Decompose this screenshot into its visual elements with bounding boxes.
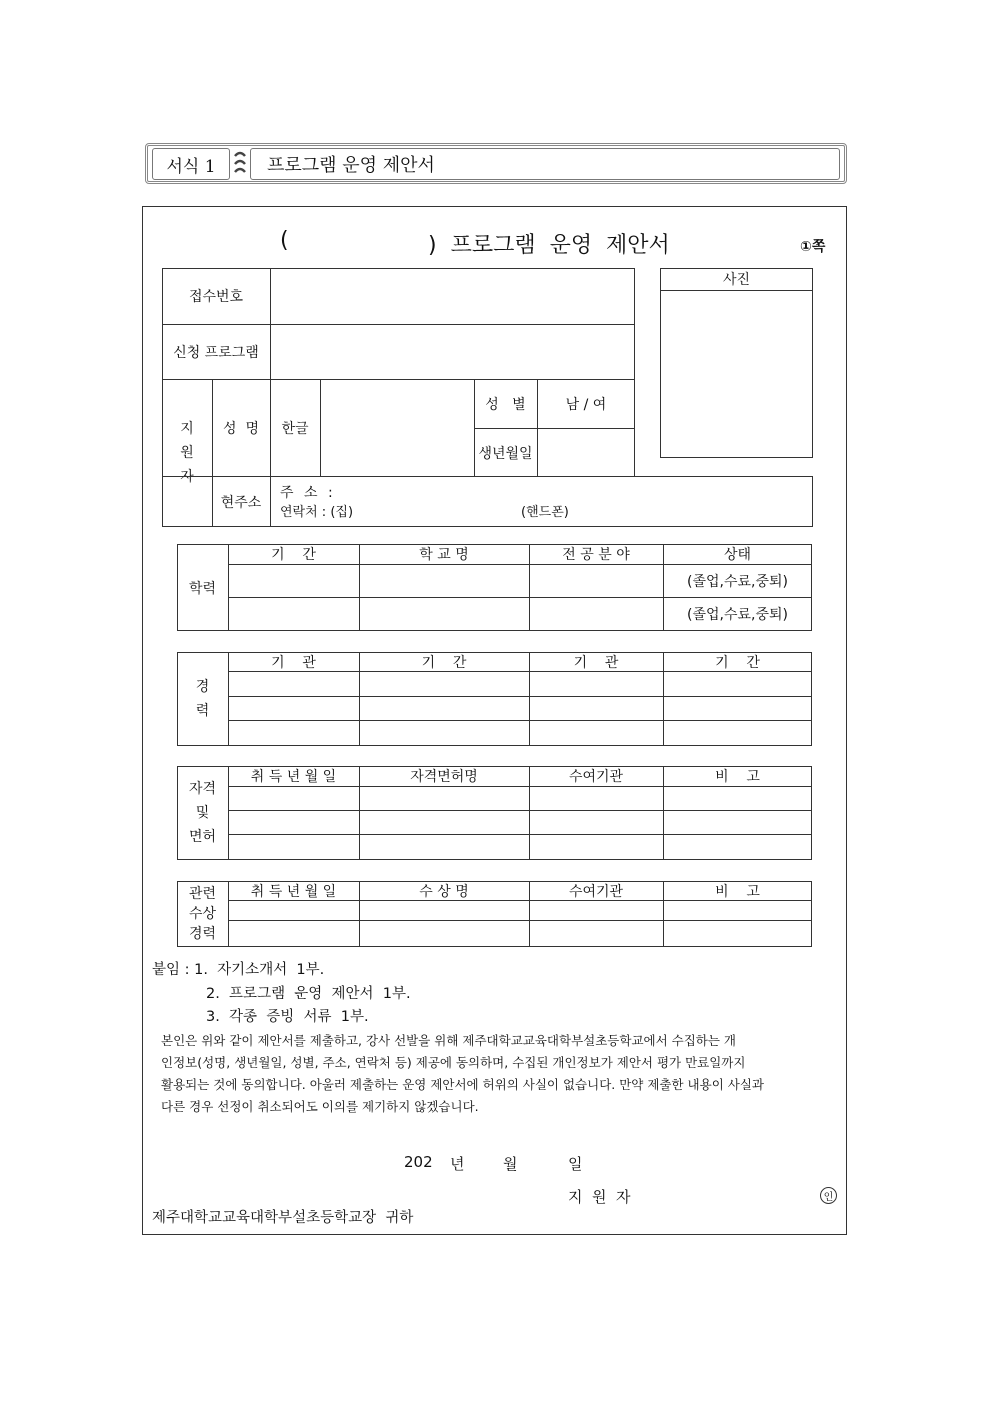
edu-status-2[interactable]: (졸업,수료,중퇴) [687, 607, 788, 623]
date-day-unit: 일 [568, 1155, 583, 1173]
award-char: 수상 [188, 906, 217, 922]
career-char: 력 [195, 703, 210, 719]
program-field[interactable] [271, 325, 634, 379]
divider [228, 720, 812, 721]
page-number: ①쪽 [800, 239, 826, 255]
education-side-label: 학력 [188, 580, 217, 597]
career-header-period-2: 기 간 [715, 654, 760, 671]
divider [228, 810, 812, 811]
applicant-signature-label: 지 원 자 [568, 1188, 631, 1206]
attachments-label: 붙임 : 1. 자기소개서 1부. [152, 962, 325, 978]
edu-header-school: 학 교 명 [419, 547, 469, 563]
doc-title: ) 프로그램 운영 제안서 [428, 233, 670, 258]
license-header-issuer: 수여기관 [568, 769, 624, 785]
date-year[interactable]: 202 [404, 1153, 433, 1171]
license-char: 및 [195, 805, 210, 821]
divider [228, 786, 812, 787]
consent-line: 다른 경우 선정이 취소되어도 이의를 제기하지 않겠습니다. [161, 1099, 479, 1114]
divider [228, 920, 812, 921]
attachment-item: 3. 각종 증빙 서류 1부. [206, 1009, 369, 1025]
recipient-line: 제주대학교교육대학부설초등학교장 귀하 [152, 1210, 414, 1226]
receipt-no-field[interactable] [271, 269, 634, 323]
photo-label: 사진 [722, 272, 751, 288]
divider [660, 290, 813, 291]
form-header-title: 프로그램 운영 제안서 [250, 148, 840, 180]
consent-line: 활용되는 것에 동의합니다. 아울러 제출하는 운영 제안서에 허위의 사실이 없습니다. 만약 제출한 내용이 사실과 [161, 1077, 764, 1092]
divider [162, 379, 163, 527]
applicant-char: 원 [180, 445, 194, 461]
attachment-item: 2. 프로그램 운영 제안서 1부. [206, 986, 411, 1002]
name-label: 성 명 [223, 421, 259, 437]
license-header-date: 취 득 년 월 일 [250, 769, 337, 785]
receipt-no-label: 접수번호 [188, 289, 244, 305]
edu-status-1[interactable]: (졸업,수료,중퇴) [687, 573, 788, 590]
edu-header-status: 상태 [723, 547, 752, 563]
applicant-char: 자 [180, 469, 194, 485]
doc-title-paren: ( [280, 228, 289, 253]
award-side-label [177, 881, 228, 947]
binder-ring-icon [232, 150, 248, 178]
award-header-name: 수 상 명 [419, 883, 469, 900]
award-char: 관련 [188, 886, 217, 902]
career-side-label [177, 652, 228, 746]
gender-value[interactable]: 남 / 여 [565, 396, 607, 413]
form-header-tag [145, 143, 847, 184]
form-number: 서식 1 [152, 148, 230, 180]
career-header-org-1: 기 관 [271, 654, 316, 671]
hangul-label: 한글 [281, 421, 309, 437]
career-char: 경 [195, 679, 210, 695]
award-header-issuer: 수여기관 [568, 883, 624, 900]
award-header-note: 비 고 [715, 883, 760, 900]
award-char: 경력 [188, 926, 217, 942]
photo-box[interactable] [660, 268, 813, 458]
date-month-unit: 월 [503, 1155, 518, 1173]
birth-label: 생년월일 [478, 445, 533, 462]
divider [228, 834, 812, 835]
program-label: 신청 프로그램 [173, 345, 259, 361]
license-header-name: 자격면허명 [410, 769, 478, 785]
address-label: 현주소 [220, 494, 262, 511]
license-char: 면허 [188, 829, 217, 845]
date-year-unit: 년 [450, 1155, 465, 1173]
address-line[interactable]: 주 소 : [280, 485, 336, 501]
name-field[interactable] [321, 380, 473, 476]
mobile-label[interactable]: (핸드폰) [521, 505, 569, 520]
consent-line: 인정보(성명, 생년월일, 성별, 주소, 연락처 등) 제공에 동의하며, 수집된 개인정보가 제안서 평가 만료일까지 [161, 1055, 746, 1070]
consent-line: 본인은 위와 같이 제안서를 제출하고, 강사 선발을 위해 제주대학교교육대학부설초등학교에서 수집하는 개 [161, 1033, 737, 1048]
edu-header-period: 기 간 [271, 547, 316, 563]
divider [228, 696, 812, 697]
contact-line[interactable]: 연락처 : (집) [280, 505, 354, 520]
award-header-date: 취 득 년 월 일 [250, 883, 337, 900]
birth-field[interactable] [538, 429, 634, 476]
edu-header-major: 전 공 분 야 [562, 547, 630, 563]
career-header-org-2: 기 관 [573, 654, 619, 671]
gender-label: 성 별 [485, 396, 526, 413]
license-header-note: 비 고 [715, 769, 760, 785]
seal-icon[interactable]: 인 [820, 1187, 837, 1204]
career-header-period-1: 기 간 [421, 654, 467, 671]
license-char: 자격 [188, 781, 217, 797]
applicant-char: 지 [180, 421, 194, 437]
license-side-label [177, 766, 228, 860]
